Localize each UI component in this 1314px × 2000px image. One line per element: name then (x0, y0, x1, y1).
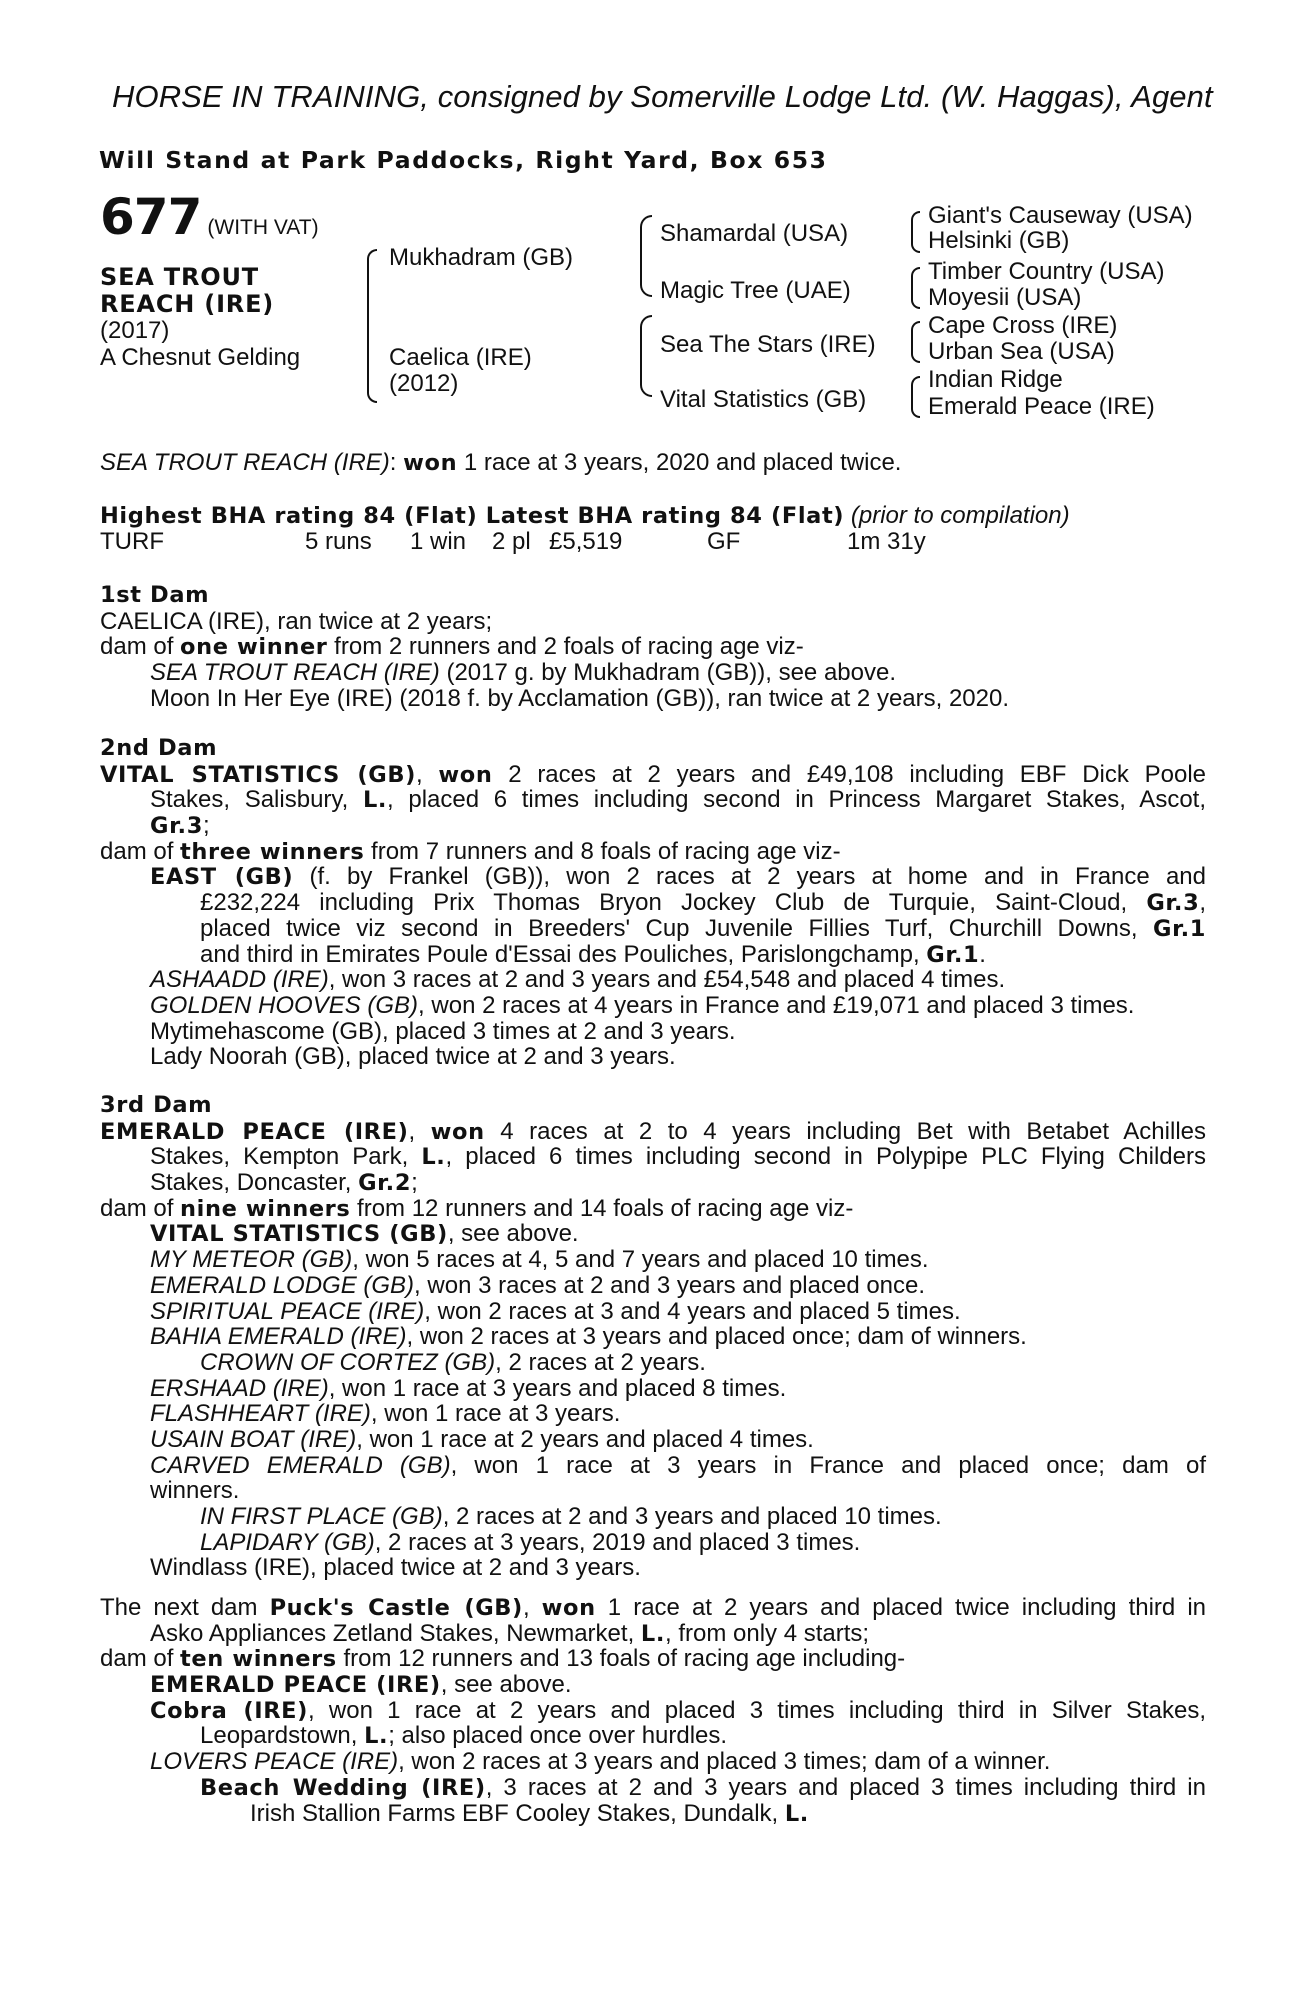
stat-placed: 2 pl (492, 527, 531, 555)
horse-name-line1: SEA TROUT (100, 263, 259, 291)
dd-sire: Indian Ridge (928, 366, 1063, 393)
pedigree-brace (367, 249, 377, 403)
ds-sire: Cape Cross (IRE) (928, 312, 1118, 339)
stat-wins: 1 win (410, 527, 467, 555)
list-item: LAPIDARY (GB), 2 races at 3 years, 2019 and placed 3 times. (200, 1528, 861, 1556)
list-item: Mytimehascome (GB), placed 3 times at 2 and 3 years. (150, 1017, 736, 1045)
page-title: HORSE IN TRAINING, consigned by Somerville Lodge Ltd. (W. Haggas), Agent (112, 79, 1213, 114)
first-dam-heading: 1st Dam (100, 582, 210, 608)
ss-dam: Helsinki (GB) (928, 227, 1070, 254)
stat-surface: TURF (100, 527, 164, 555)
horse-name (100, 264, 274, 318)
third-dam-section: 3rd Dam EMERALD PEACE (IRE), won 4 races at 2 to 4 years including Bet with Betabet Achilles Stakes, Kempton Park, L., placed 6 times including second in Polypipe PLC Flying Childers Stakes, Doncaster, Gr.2; dam of nine winners from 12 runners and 14 foals of racing age viz- VITAL STATISTICS (GB), see above. MY METEOR (GB), won 5 races at 4, 5 and 7 years and placed 10 times. EMERALD LODGE (GB), won 3 races at 2 and 3 years and placed once. SPIRITUAL PEACE (IRE), won 2 races at 3 and 4 years and placed 5 times. BAHIA EMERALD (IRE), won 2 races at 3 years and placed once; dam of winners. CROWN OF CORTEZ (GB), 2 races at 2 years. ERSHAAD (IRE), won 1 race at 3 years and placed 8 times. FLASHHEART (IRE), won 1 race at 3 years. USAIN BOAT (IRE), won 1 race at 2 years and placed 4 times. CARVED EMERALD (GB), won 1 race at 3 years in France and placed once; dam of winners. IN FIRST PLACE (GB), 2 races at 2 and 3 years and placed 10 times. LAPIDARY (GB), 2 races at 3 years, 2019 and placed 3 times. Windlass (IRE), placed twice at 2 and 3 years. (100, 1092, 1206, 1582)
horse-year: (2017) (100, 317, 170, 344)
pedigree-block (100, 188, 1210, 435)
sd-brace (911, 267, 920, 309)
dd-brace (911, 376, 920, 418)
dam-sire: Sea The Stars (IRE) (660, 331, 876, 358)
list-item: FLASHHEART (IRE), won 1 race at 3 years. (150, 1400, 621, 1428)
rating-note: (prior to compilation) (850, 502, 1070, 529)
sire-dam: Magic Tree (UAE) (660, 277, 851, 304)
list-item: USAIN BOAT (IRE), won 1 race at 2 years and placed 4 times. (150, 1425, 814, 1453)
ds-dam: Urban Sea (USA) (928, 338, 1115, 365)
sire: Mukhadram (GB) (389, 244, 574, 271)
ss-sire: Giant's Causeway (USA) (928, 202, 1193, 229)
sire-brace-bottom (640, 255, 652, 297)
stats-row (100, 529, 1206, 555)
stat-earnings: £5,519 (549, 527, 623, 555)
list-item: LOVERS PEACE (IRE), won 2 races at 3 years and placed 3 times; dam of a winner. (150, 1748, 1051, 1776)
list-item: BAHIA EMERALD (IRE), won 2 races at 3 years and placed once; dam of winners. (150, 1323, 1027, 1351)
dam: Caelica (IRE) (389, 344, 532, 371)
list-item: Moon In Her Eye (IRE) (2018 f. by Acclamation (GB)), ran twice at 2 years, 2020. (150, 684, 1010, 712)
list-item: IN FIRST PLACE (GB), 2 races at 2 and 3 years and placed 10 times. (200, 1503, 942, 1530)
list-item: CROWN OF CORTEZ (GB), 2 races at 2 years. (200, 1348, 706, 1376)
list-item: SPIRITUAL PEACE (IRE), won 2 races at 3 and 4 years and placed 5 times. (150, 1297, 961, 1325)
horse-description: A Chesnut Gelding (100, 344, 301, 371)
list-item: GOLDEN HOOVES (GB), won 2 races at 4 years in France and £19,071 and placed 3 times. (150, 991, 1135, 1019)
list-item: VITAL STATISTICS (GB), see above. (150, 1220, 579, 1248)
sd-sire: Timber Country (USA) (928, 258, 1165, 285)
rating-section (100, 503, 1206, 554)
list-item: SEA TROUT REACH (IRE) (2017 g. by Mukhadram (GB)), see above. (150, 659, 897, 687)
second-dam-heading: 2nd Dam (100, 735, 218, 761)
dd-dam: Emerald Peace (IRE) (928, 393, 1155, 420)
third-dam-heading: 3rd Dam (100, 1092, 213, 1118)
ds-brace (911, 321, 920, 363)
list-item: EMERALD LODGE (GB), won 3 races at 2 and 3 years and placed once. (150, 1271, 926, 1299)
summary-won: won (403, 450, 458, 476)
list-item: ERSHAAD (IRE), won 1 race at 3 years and placed 8 times. (150, 1374, 787, 1402)
next-dam-section: The next dam Puck's Castle (GB), won 1 race at 2 years and placed twice including third in Asko Appliances Zetland Stakes, Newmarket, L., from only 4 starts; dam of ten winners from 12 runners and 13 foals of racing age including- EMERALD PEACE (IRE), see above. Cobra (IRE), won 1 race at 2 years and placed 3 times including third in Silver Stakes, Leopardstown, L.; also placed once over hurdles. LOVERS PEACE (IRE), won 2 races at 3 years and placed 3 times; dam of a winner. Beach Wedding (IRE), 3 races at 2 and 3 years and placed 3 times including third in Irish Stallion Farms EBF Cooley Stakes, Dundalk, L. (100, 1594, 1207, 1827)
list-item: Cobra (IRE), won 1 race at 2 years and placed 3 times including third in Silver Stakes, (150, 1696, 1206, 1724)
second-dam-section: 2nd Dam VITAL STATISTICS (GB), won 2 races at 2 years and £49,108 including EBF Dick Poole Stakes, Salisbury, L., placed 6 times including second in Princess Margaret Stakes, Ascot, Gr.3; dam of three winners from 7 runners and 8 foals of racing age viz- EAST (GB) (f. by Frankel (GB)), won 2 races at 2 years at home and in France and £232,224 including Prix Thomas Bryon Jockey Club de Turquie, Saint-Cloud, Gr.3, placed twice viz second in Breeders' Cup Juvenile Fillies Turf, Churchill Downs, Gr.1 and third in Emirates Poule d'Essai des Pouliches, Parislongchamp, Gr.1. ASHAADD (IRE), won 3 races at 2 and 3 years and £54,548 and placed 4 times. GOLDEN HOOVES (GB), won 2 races at 4 years in France and £19,071 and placed 3 times. Mytimehascome (GB), placed 3 times at 2 and 3 years. Lady Noorah (GB), placed twice at 2 and 3 years. (100, 735, 1207, 1071)
stat-distance: 1m 31y (847, 527, 926, 555)
sire-sire: Shamardal (USA) (660, 220, 849, 247)
dam-year: (2012) (389, 370, 459, 397)
first-dam-section: 1st Dam CAELICA (IRE), ran twice at 2 years; dam of one winner from 2 runners and 2 foals of racing age viz- SEA TROUT REACH (IRE) (2017 g. by Mukhadram (GB)), see above. Moon In Her Eye (IRE) (2018 f. by Acclamation (GB)), ran twice at 2 years, 2020. (100, 583, 1206, 711)
list-item: Beach Wedding (IRE), 3 races at 2 and 3 years and placed 3 times including third in (200, 1773, 1206, 1801)
dam-brace-bottom (640, 355, 652, 397)
race-summary: SEA TROUT REACH (IRE): won 1 race at 3 years, 2020 and placed twice. (100, 449, 902, 476)
location-line: Will Stand at Park Paddocks, Right Yard, Box 653 (99, 146, 828, 174)
list-item: CARVED EMERALD (GB), won 1 race at 3 years in France and placed once; dam of (150, 1451, 1206, 1479)
stat-going: GF (707, 527, 741, 555)
vat-label: (WITH VAT) (207, 216, 319, 239)
lot-header (100, 188, 319, 246)
rating-label: Highest BHA rating 84 (Flat) Latest BHA rating 84 (Flat) (100, 503, 845, 529)
horse-name-line2: REACH (IRE) (100, 290, 275, 318)
list-item: ASHAADD (IRE), won 3 races at 2 and 3 years and £54,548 and placed 4 times. (150, 966, 1006, 994)
list-item: MY METEOR (GB), won 5 races at 4, 5 and 7 years and placed 10 times. (150, 1246, 929, 1274)
lot-number: 677 (100, 188, 202, 246)
list-item: Lady Noorah (GB), placed twice at 2 and 3 years. (150, 1043, 676, 1071)
sire-brace-top (640, 215, 652, 257)
stat-runs: 5 runs (305, 527, 372, 555)
summary-horse: SEA TROUT REACH (IRE) (100, 449, 390, 476)
dam-brace-top (640, 315, 652, 357)
list-item: Windlass (IRE), placed twice at 2 and 3 years. (150, 1554, 641, 1582)
ss-brace (911, 211, 920, 253)
dam-dam: Vital Statistics (GB) (660, 386, 867, 413)
list-item: EAST (GB) (f. by Frankel (GB)), won 2 races at 2 years at home and in France and (150, 863, 1206, 891)
sd-dam: Moyesii (USA) (928, 284, 1082, 311)
list-item: EMERALD PEACE (IRE), see above. (150, 1671, 572, 1699)
